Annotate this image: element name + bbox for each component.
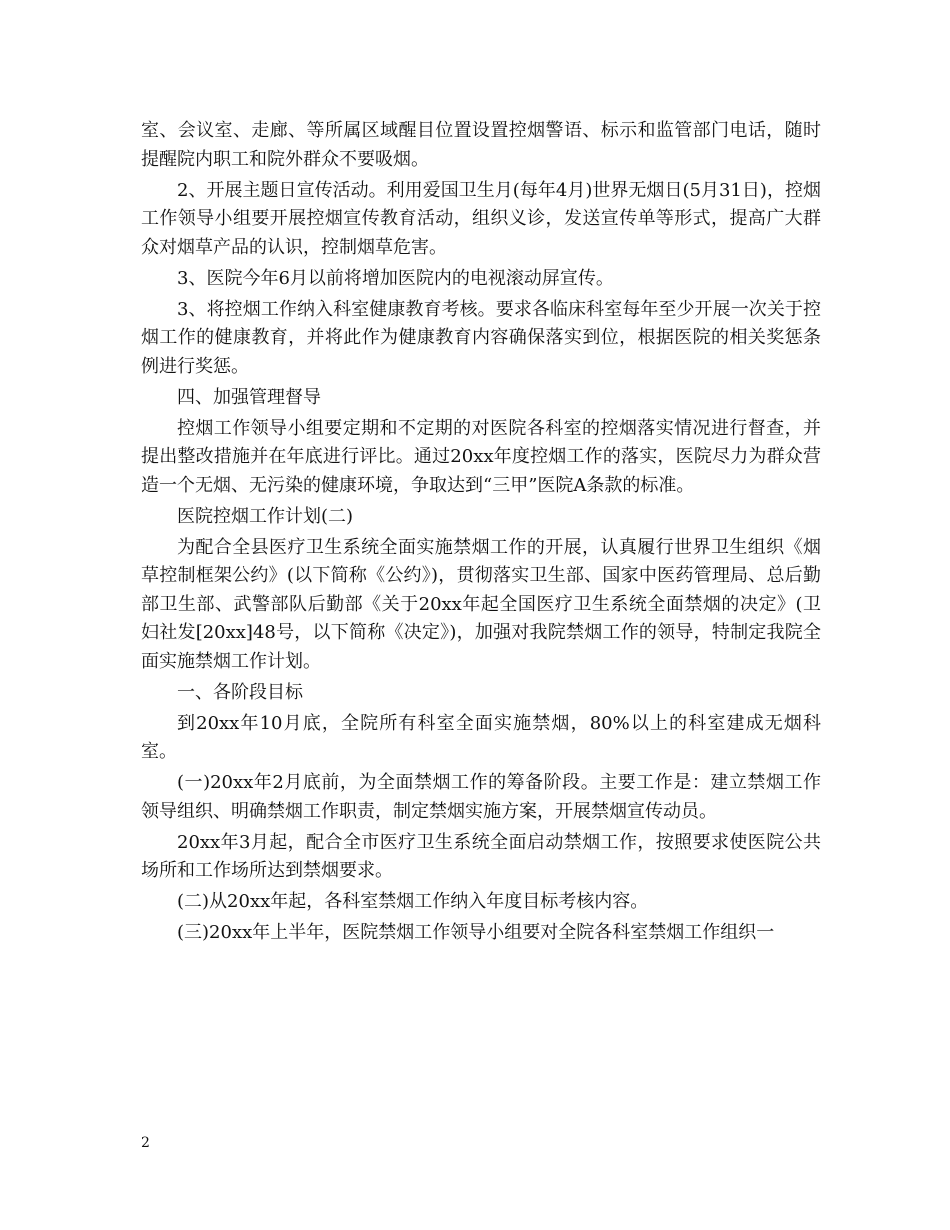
section-heading: 医院控烟工作计划(二): [177, 505, 354, 527]
section-heading: 四、加强管理督导: [177, 386, 321, 408]
paragraph: (一)20xx年2月底前，为全面禁烟工作的筹备阶段。主要工作是：建立禁烟工作领导组织、明确禁烟工作职责，制定禁烟实施方案，开展禁烟宣传动员。: [141, 772, 821, 822]
paragraph: 2、开展主题日宣传活动。利用爱国卫生月(每年4月)世界无烟日(5月31日)，控烟工作领导小组要开展控烟宣传教育活动，组织义诊，发送宣传单等形式，提高广大群众对烟草产品的认识，控制烟草危害。: [141, 179, 821, 258]
paragraph: (二)从20xx年起，各科室禁烟工作纳入年度目标考核内容。: [177, 891, 649, 912]
paragraph: 室、会议室、走廊、等所属区域醒目位置设置控烟警语、标示和监管部门电话，随时提醒院内职工和院外群众不要吸烟。: [141, 120, 821, 170]
paragraph: 为配合全县医疗卫生系统全面实施禁烟工作的开展，认真履行世界卫生组织《烟草控制框架公约》(以下简称《公约》)，贯彻落实卫生部、国家中医药管理局、总后勤部卫生部、武警部队后勤部《关于20xx年起全国医疗卫生系统全面禁烟的决定》(卫妇社发[20xx]48号，以下简称《决定》)，加强对我院禁烟工作的领导，特制定我院全面实施禁烟工作计划。: [141, 536, 821, 672]
page-number: 2: [141, 1135, 150, 1151]
paragraph: 到20xx年10月底，全院所有科室全面实施禁烟，80%以上的科室建成无烟科室。: [141, 712, 821, 762]
paragraph: 20xx年3月起，配合全市医疗卫生系统全面启动禁烟工作，按照要求使医院公共场所和工作场所达到禁烟要求。: [141, 831, 821, 881]
paragraph: 3、将控烟工作纳入科室健康教育考核。要求各临床科室每年至少开展一次关于控烟工作的健康教育，并将此作为健康教育内容确保落实到位，根据医院的相关奖惩条例进行奖惩。: [141, 298, 821, 377]
document-body: [141, 117, 821, 950]
paragraph: 3、医院今年6月以前将增加医院内的电视滚动屏宣传。: [177, 267, 614, 289]
paragraph: (三)20xx年上半年，医院禁烟工作领导小组要对全院各科室禁烟工作组织一: [177, 922, 775, 943]
section-heading: 一、各阶段目标: [177, 681, 303, 703]
paragraph: 控烟工作领导小组要定期和不定期的对医院各科室的控烟落实情况进行督查，并提出整改措施并在年底进行评比。通过20xx年度控烟工作的落实，医院尽力为群众营造一个无烟、无污染的健康环境，争取达到“三甲”医院A条款的标准。: [141, 417, 821, 496]
